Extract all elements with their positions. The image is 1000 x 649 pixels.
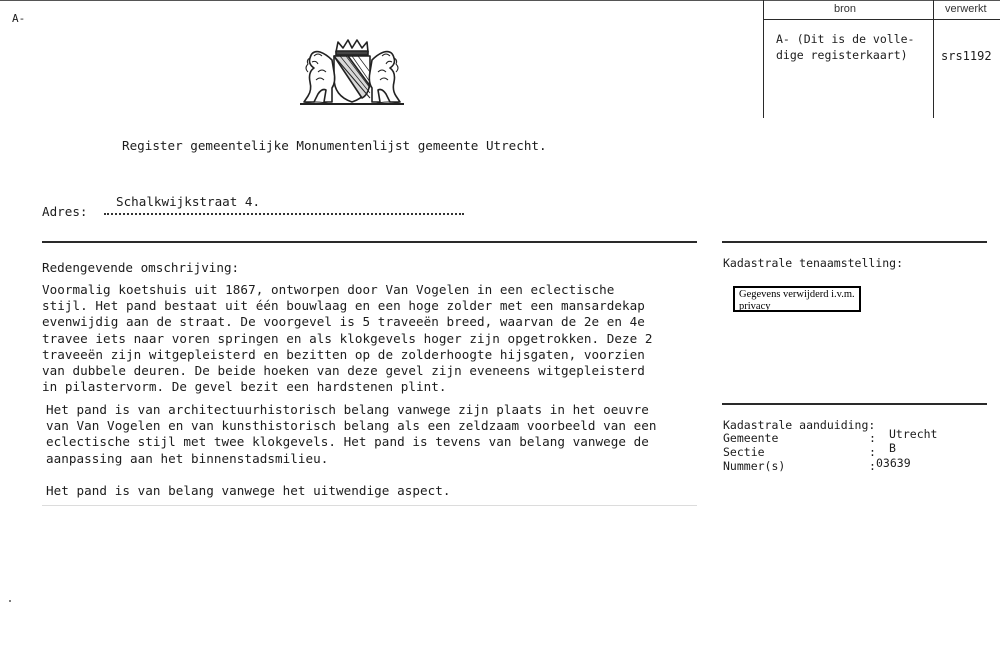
- right-separator-1: [722, 241, 987, 243]
- kad-sep-sectie: :: [869, 445, 876, 459]
- kad-sep-nummers: :: [869, 459, 876, 473]
- verwerkt-value: srs1192: [941, 49, 992, 63]
- utrecht-coat-of-arms-icon: [296, 38, 408, 108]
- kadastrale-aanduiding-heading: Kadastrale aanduiding:: [723, 418, 876, 432]
- kad-label-gemeente: Gemeente: [723, 431, 779, 445]
- bron-label: bron: [834, 3, 857, 15]
- privacy-notice-text: Gegevens verwijderd i.v.m. privacy: [739, 289, 855, 312]
- kad-value-gemeente: Utrecht: [889, 427, 938, 441]
- top-rule: [0, 0, 1000, 1]
- kad-sep-gemeente: :: [869, 431, 876, 445]
- description-paragraph-1: Voormalig koetshuis uit 1867, ontworpen door Van Vogelen in een eclectische stijl. Het pand bestaat uit één bouwlaag en een hoge zolder met een mansardekap evenwijdig aan de straat. De voorgevel is 5 traveeën breed, waarvan de 2e en 4e travee iets naar voren springen en als klokgevels hoger zijn opgetrokken. Deze 2 traveeën zijn witgepleisterd en bezitten op de zolderhoogte hijsgaten, voorzien van dubbele deuren. De beide hoeken van deze gevel zijn eveneens witgepleisterd in pilastervorm. De gevel bezit een hardstenen plint.: [42, 282, 653, 395]
- right-separator-2: [722, 403, 987, 405]
- address-label: Adres:: [42, 204, 88, 219]
- kad-label-nummers: Nummer(s): [723, 459, 786, 473]
- verwerkt-label: verwerkt: [945, 3, 987, 15]
- privacy-notice-box: [733, 286, 861, 312]
- register-title: Register gemeentelijke Monumentenlijst gemeente Utrecht.: [122, 138, 547, 153]
- address-dotted-line: [104, 213, 464, 215]
- kadastrale-tenaamstelling-heading: Kadastrale tenaamstelling:: [723, 256, 904, 270]
- address-value: Schalkwijkstraat 4.: [116, 194, 261, 209]
- kad-row-nummers: [723, 459, 785, 473]
- bottom-faint-rule: [42, 505, 697, 506]
- kad-value-sectie: B: [889, 441, 896, 455]
- kad-row-sectie: [723, 445, 765, 459]
- main-separator: [42, 241, 697, 243]
- description-heading: Redengevende omschrijving:: [42, 260, 240, 275]
- kad-value-nummers: 03639: [876, 456, 911, 470]
- kad-label-sectie: Sectie: [723, 445, 765, 459]
- bron-line-2: dige registerkaart): [776, 48, 908, 62]
- kad-row-gemeente: [723, 431, 778, 445]
- paper-speck: [9, 600, 11, 602]
- description-paragraph-2: Het pand is van architectuurhistorisch belang vanwege zijn plaats in het oeuvre van Van Vogelen en van kunsthistorisch belang als een zeldzaam voorbeeld van een eclectische stijl met twee klokgevels. Het pand is tevens van belang vanwege de aanpassing aan het binnenstadsmilieu.: [46, 402, 657, 466]
- bron-line-1: A- (Dit is de volle-: [776, 32, 915, 46]
- description-paragraph-3: Het pand is van belang vanwege het uitwendige aspect.: [46, 483, 451, 498]
- corner-mark: A-: [12, 12, 26, 25]
